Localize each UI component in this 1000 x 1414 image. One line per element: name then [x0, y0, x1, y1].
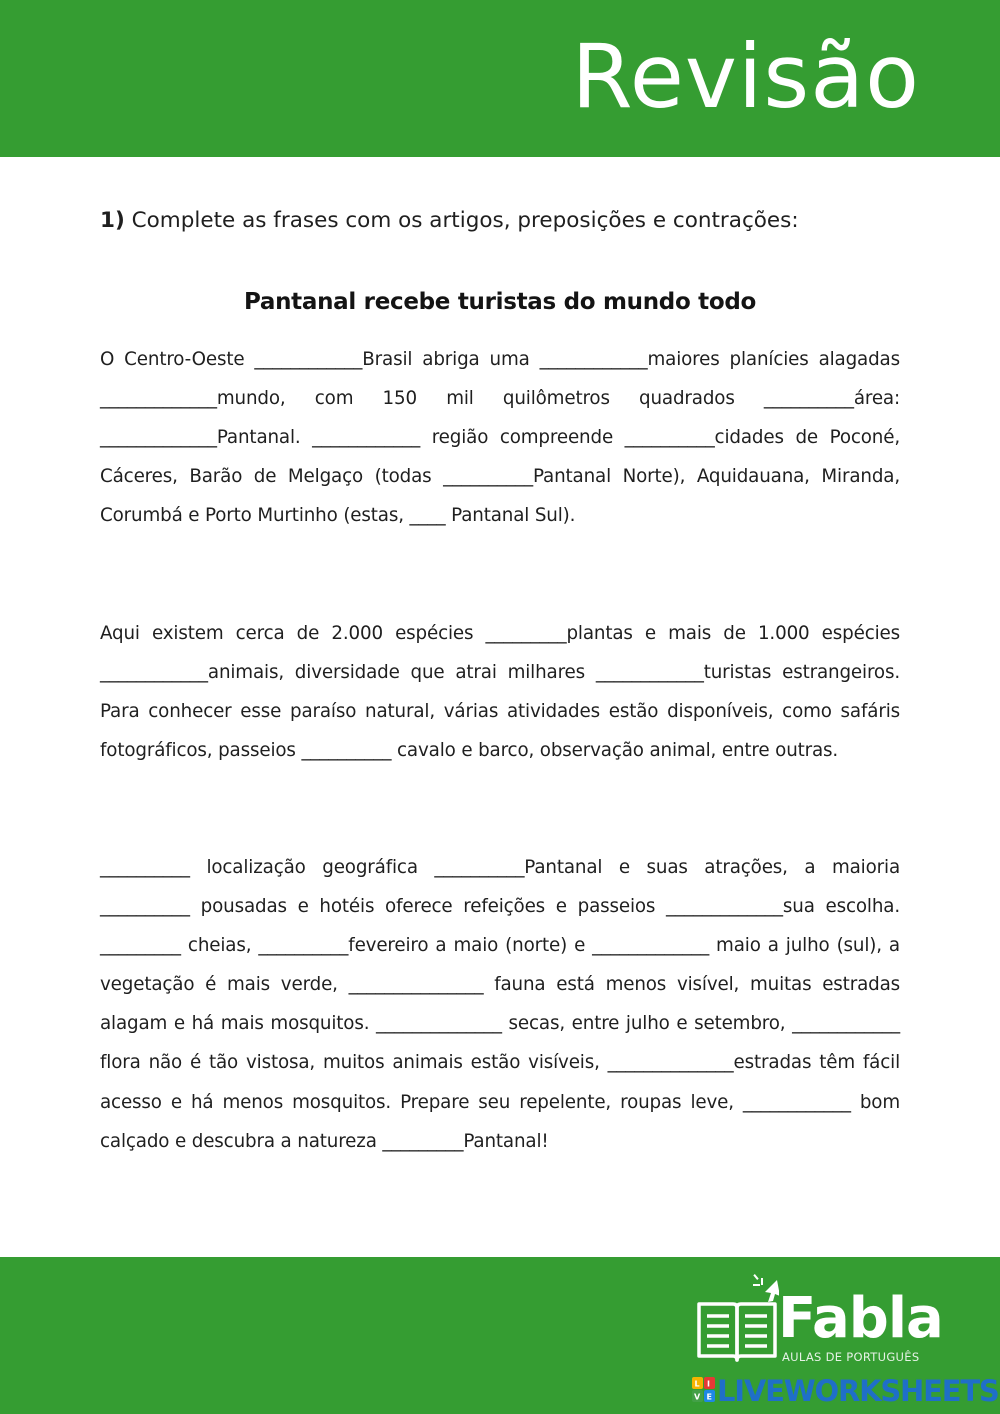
badge-letter-i: I	[707, 1379, 710, 1389]
text-title: Pantanal recebe turistas do mundo todo	[243, 289, 757, 315]
badge-letter-l: L	[694, 1379, 700, 1389]
instruction-text: Complete as frases com os artigos, preposições e contrações:	[131, 208, 799, 233]
brand-name: Fabla	[778, 1286, 943, 1351]
liveworksheets-badge-icon	[692, 1377, 716, 1403]
badge-letter-e: E	[706, 1392, 712, 1402]
paragraph-3: __________ localização geográfica __________Pantanal e suas atrações, a maioria __________ pousadas e hotéis oferece refeições e passeios _____________sua escolha. _________ cheias, __________fevereiro a maio (norte) e _____________ maio a julho (sul), a vegetação é mais verde, _______________ fauna está menos visível, muitas estradas alagam e há mais mosquitos. ______________ secas, entre julho e setembro, ____________ flora não é tão vistosa, muitos animais estão visíveis, ______________estradas têm fácil acesso e há menos mosquitos. Prepare seu repelente, roupas leve, ____________ bom calçado e descubra a natureza _________Pantanal!	[100, 857, 900, 1152]
liveworksheets-watermark: LIVEWORKSHEETS	[717, 1374, 999, 1408]
paragraph-1: O Centro-Oeste ____________Brasil abriga uma ____________maiores planícies alagadas _____________mundo, com 150 mil quilômetros quadrados __________área: _____________Pantanal. ____________ região compreende __________cidades de Poconé, Cáceres, Barão de Melgaço (todas __________Pantanal Norte), Aquidauana, Miranda, Corumbá e Porto Murtinho (estas, ____ Pantanal Sul).	[100, 349, 900, 527]
book-icon	[695, 1272, 779, 1364]
exercise-number: 1)	[100, 208, 125, 233]
page-title: Revisão	[571, 25, 920, 128]
header-banner	[0, 0, 1000, 157]
exercise-instruction	[100, 204, 920, 238]
brand-tagline: AULAS DE PORTUGUÊS	[782, 1350, 920, 1364]
badge-letter-v: V	[694, 1392, 701, 1402]
paragraph-2: Aqui existem cerca de 2.000 espécies _________plantas e mais de 1.000 espécies ____________animais, diversidade que atrai milhares ____________turistas estrangeiros. Para conhecer esse paraíso natural, várias atividades estão disponíveis, como safáris fotográficos, passeios __________ cavalo e barco, observação animal, entre outras.	[100, 623, 900, 762]
